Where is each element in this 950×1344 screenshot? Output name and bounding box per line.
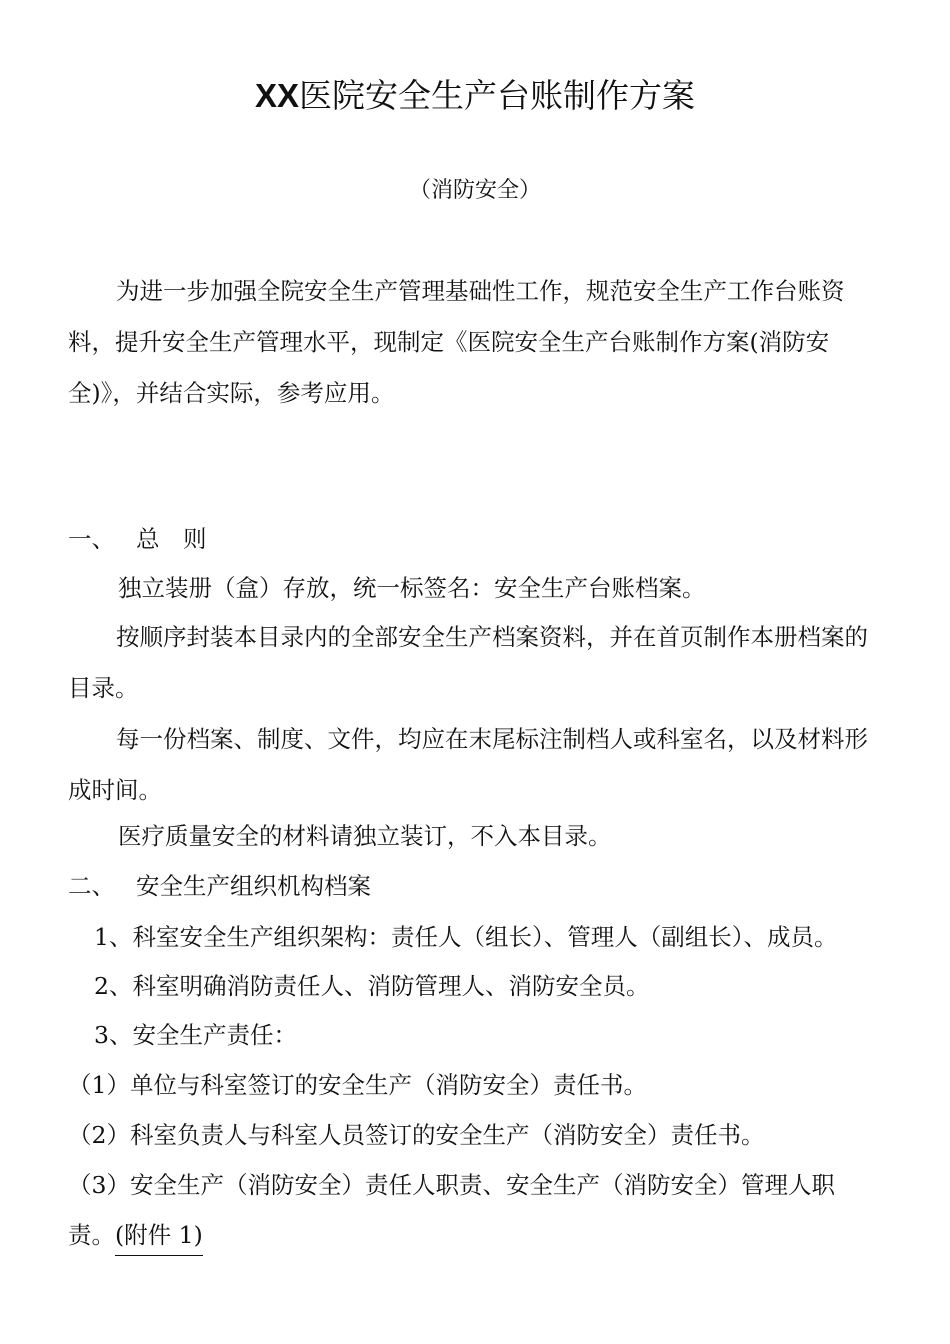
section-2-tail bbox=[68, 1218, 203, 1252]
intro-paragraph: 为进一步加强全院安全生产管理基础性工作，规范安全生产工作台账资料，提升安全生产管理水平，现制定《医院安全生产台账制作方案(消防安全)》，并结合实际，参考应用。 bbox=[68, 277, 845, 407]
tail-text: 责。 bbox=[68, 1221, 115, 1249]
page-title bbox=[0, 72, 950, 120]
section-1-item: 按顺序封装本目录内的全部安全生产档案资料，并在首页制作本册档案的目录。 bbox=[68, 623, 868, 702]
section-1-item: 独立装册（盒）存放，统一标签名：安全生产台账档案。 bbox=[118, 574, 706, 602]
section-2-item: 3、安全生产责任： bbox=[94, 1021, 297, 1049]
section-2-heading bbox=[68, 869, 371, 903]
section-2-subitem: （1）单位与科室签订的安全生产（消防安全）责任书。 bbox=[68, 1071, 647, 1099]
section-2-item: 2、科室明确消防责任人、消防管理人、消防安全员。 bbox=[94, 972, 650, 1000]
section-1-item: 医疗质量安全的材料请独立装订，不入本目录。 bbox=[118, 822, 612, 850]
section-1-item: 每一份档案、制度、文件，均应在末尾标注制档人或科室名，以及材料形成时间。 bbox=[68, 725, 868, 804]
title-text: 医院安全生产台账制作方案 bbox=[299, 76, 696, 115]
section-1-heading bbox=[68, 522, 207, 556]
section-2-item: 1、科室安全生产组织架构：责任人（组长）、管理人（副组长）、成员。 bbox=[94, 923, 838, 951]
title-prefix: XX bbox=[254, 77, 300, 114]
section-2-subitem: （3）安全生产（消防安全）责任人职责、安全生产（消防安全）管理人职 bbox=[68, 1171, 835, 1199]
section-1-number: 一、 bbox=[68, 525, 115, 553]
section-2-subitem: （2）科室负责人与科室人员签订的安全生产（消防安全）责任书。 bbox=[68, 1121, 765, 1149]
section-2-number: 二、 bbox=[68, 872, 115, 900]
attachment-link[interactable]: (附件 1) bbox=[115, 1221, 203, 1256]
page-subtitle: （消防安全） bbox=[408, 178, 541, 203]
section-2-title: 安全生产组织机构档案 bbox=[136, 872, 371, 900]
section-1-title: 总 则 bbox=[136, 525, 207, 553]
